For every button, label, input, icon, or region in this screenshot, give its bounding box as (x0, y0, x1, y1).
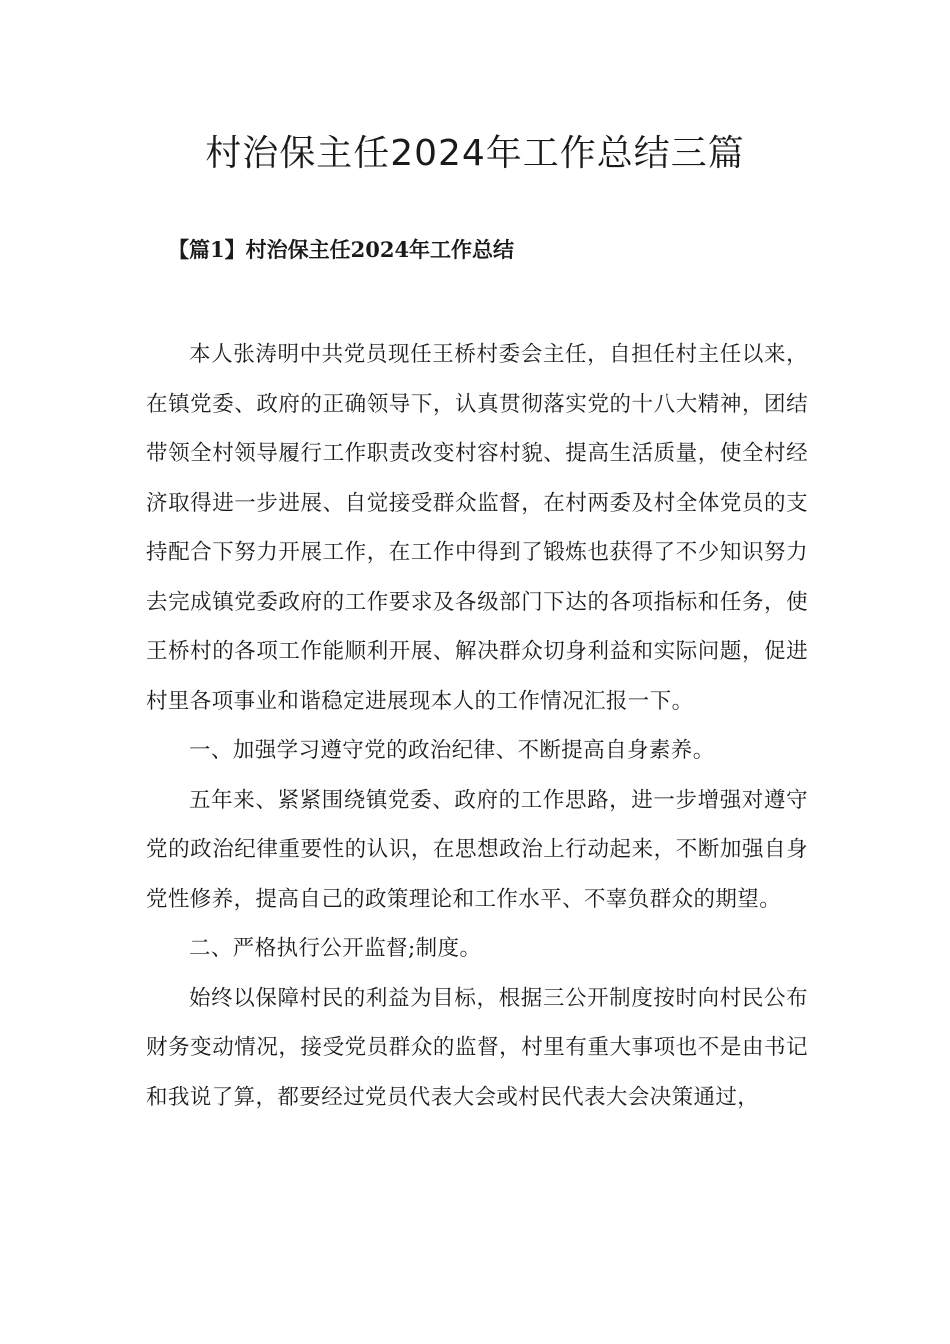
section-heading: 【篇1】村治保主任2024年工作总结 (168, 237, 515, 262)
paragraph-heading-1: 一、加强学习遵守党的政治纪律、不断提高自身素养。 (189, 738, 715, 763)
document-title: 村治保主任2024年工作总结三篇 (205, 133, 745, 174)
paragraph-section-2: 始终以保障村民的利益为目标，根据三公开制度按时向村民公布财务变动情况，接受党员群众的监督，村里有重大事项也不是由书记和我说了算，都要经过党员代表大会或村民代表大会决策通过， (146, 985, 808, 1110)
paragraph-intro: 本人张涛明中共党员现任王桥村委会主任，自担任村主任以来，在镇党委、政府的正确领导下，认真贯彻落实党的十八大精神，团结带领全村领导履行工作职责改变村容村貌、提高生活质量，使全村经济取得进一步进展、自觉接受群众监督，在村两委及村全体党员的支持配合下努力开展工作，在工作中得到了锻炼也获得了不少知识努力去完成镇党委政府的工作要求及各级部门下达的各项指标和任务，使王桥村的各项工作能顺利开展、解决群众切身利益和实际问题，促进村里各项事业和谐稳定进展现本人的工作情况汇报一下。 (146, 342, 808, 714)
paragraph-heading-2: 二、严格执行公开监督;制度。 (189, 936, 482, 961)
paragraph-section-1: 五年来、紧紧围绕镇党委、政府的工作思路，进一步增强对遵守党的政治纪律重要性的认识，在思想政治上行动起来，不断加强自身党性修养，提高自己的政策理论和工作水平、不辜负群众的期望。 (146, 787, 808, 912)
document-body (146, 330, 808, 1122)
